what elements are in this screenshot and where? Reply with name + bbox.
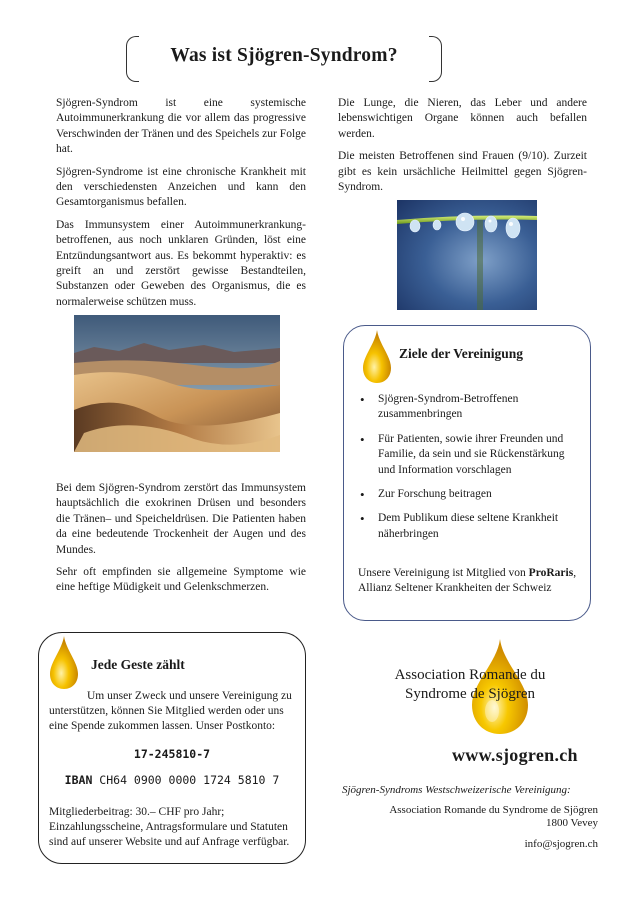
association-name-line2: Syndrome de Sjögren [405,686,535,702]
goals-list [358,392,580,551]
paragraph: Die Lunge, die Nieren, das Leber und andere lebenswichtigen Organe können auch befallen werden. [338,97,587,140]
list-item: • Dem Publikum diese seltene Krankheit näherbringen [358,511,580,542]
paragraph: Sjögren-Syndrom ist eine systemische Autoimmunerkrankung die vor allem das progressive Verschwinden der Tränen und des Speichels zur Folge hat. [56,97,306,156]
association-tagline: Sjögren-Syndroms Westschweizerische Vereinigung: [342,784,571,796]
address-line1: Association Romande du Syndrome de Sjögren [389,804,598,816]
iban-label: IBAN [64,773,93,787]
email-link[interactable]: info@sjogren.ch [524,838,598,850]
goals-box [343,325,591,621]
paragraph: Sehr oft empfinden sie allgemeine Symptome wie eine heftige Müdigkeit und Gelenkschmerzen. [56,566,306,594]
paragraph: Das Immunsystem einer Autoimmunerkrankung-betroffenen, aus noch unklaren Gründen, löst eine Entzündungsantwort aus. Es bekommt hyperaktiv: es greift an und zerstört gewisse Bestandteilen, Substanzen oder Geweben des Organismus, die es normalerweise schützen muss. [56,218,306,308]
membership-note [358,566,584,597]
donation-box [38,632,306,864]
address-line2: 1800 Vevey [545,816,598,829]
association-name [370,666,570,704]
membership-suffix: , Allianz Seltener Krankheiten der Schweiz [358,567,577,595]
iban-number: CH64 0900 0000 1724 5810 7 [92,773,280,787]
donation-intro: Um unser Zweck und unsere Vereinigung zu unterstützen, können Sie Mitglied werden oder uns eine Spende zukommen lassen. Unser Postkonto: [49,690,292,733]
page-title: Was ist Sjögren-Syndrom? [170,45,398,66]
paragraph: Sjögren-Syndrome ist eine chronische Krankheit mit den verschiedensten Anzeichen und kann den Gesamtorganismus befallen. [56,165,306,209]
left-column-top [56,96,306,317]
association-address [340,804,598,829]
membership-prefix: Unsere Vereinigung ist Mitglied von [358,567,529,579]
membership-fees: Mitgliederbeitrag: 30.– CHF pro Jahr; Einzahlungsscheine, Antragsformulare und Statuten sind auf unserer Website und auf Anfrage verfügbar. [49,806,290,849]
list-item: • Zur Forschung beitragen [358,487,580,502]
list-item: • Sjögren-Syndrom-Betroffenen zusammenbringen [358,392,580,423]
website-link[interactable]: www.sjogren.ch [452,745,578,765]
title-box [126,36,442,80]
list-item: • Für Patienten, sowie ihrer Freunden und Familie, da sein und sie Rückenstärkung und Information vorschlagen [358,432,580,478]
goals-heading: Ziele der Vereinigung [399,346,524,361]
right-column-top [338,96,587,202]
proraris-name: ProRaris [528,567,574,579]
postkonto-number: 17-245810-7 [133,747,211,761]
donation-heading: Jede Geste zählt [91,657,185,672]
association-name-line1: Association Romande du [394,667,546,683]
desert-image [74,315,280,452]
iban-line [39,773,305,787]
left-column-bottom [56,481,306,603]
paragraph: Die meisten Betroffenen sind Frauen (9/10). Zurzeit gibt es kein ursächliche Heilmittel gegen Sjögren-Syndrom. [338,150,587,194]
paragraph: Bei dem Sjögren-Syndrom zerstört das Immunsystem hauptsächlich die exokrinen Drüsen und besonders die Tränen– und Speicheldrüsen. Die Patienten haben da eine bedeutende Trockenheit der Augen und des Mundes. [56,482,306,556]
gold-drop-icon [48,636,80,695]
gold-drop-icon [361,330,393,389]
water-drops-image [397,200,537,310]
